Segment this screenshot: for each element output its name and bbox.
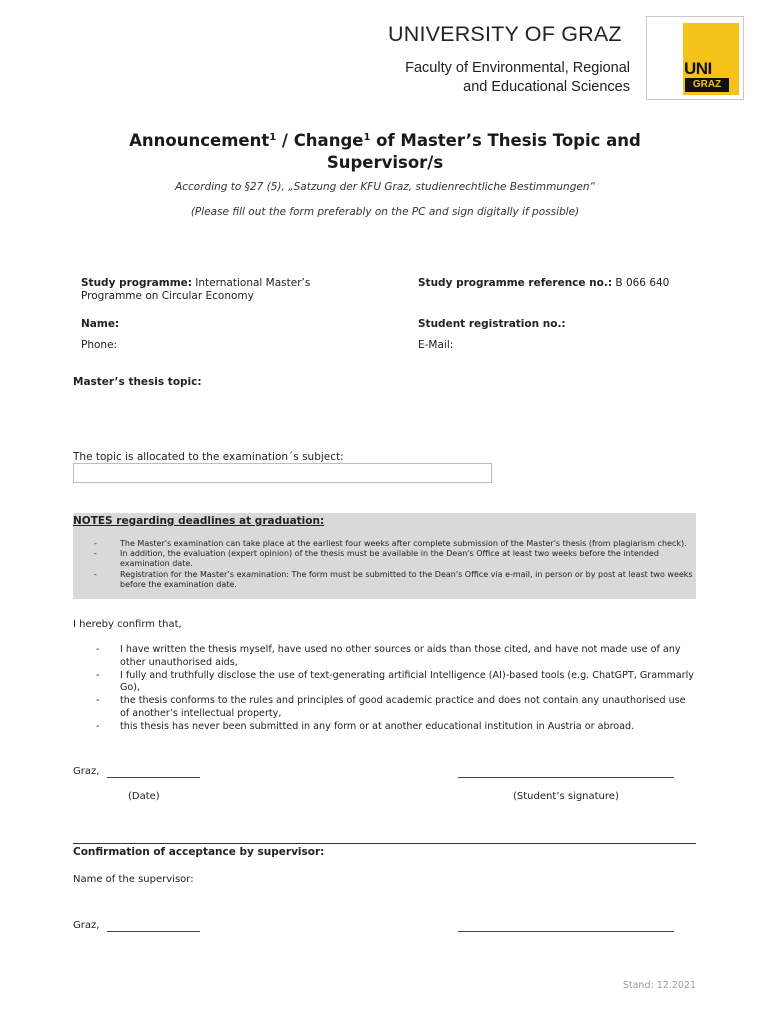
- examination-subject-input[interactable]: [73, 463, 492, 483]
- notes-item: - Registration for the Master’s examination: The form must be submitted to the Dean's Office via e-mail, in person or by post at least two weeks before the examination date.: [94, 569, 693, 589]
- supervisor-heading: Confirmation of acceptance by supervisor:: [73, 846, 325, 858]
- fill-instruction: (Please fill out the form preferably on the PC and sign digitally if possible): [190, 206, 580, 218]
- registration-label: Student registration no.:: [418, 318, 566, 330]
- legal-basis: According to §27 (5), „Satzung der KFU Graz, studienrechtliche Bestimmungen“: [175, 181, 595, 193]
- student-signature-caption: (Student’s signature): [513, 791, 619, 802]
- confirm-intro: I hereby confirm that,: [73, 619, 182, 630]
- supervisor-graz-place-label: Graz,: [73, 920, 100, 931]
- confirm-item: - the thesis conforms to the rules and principles of good academic practice and does not contain any unauthorised use of another’s intellectual property,: [96, 695, 686, 719]
- logo-text-uni: UNI: [684, 59, 712, 78]
- email-label: E-Mail:: [418, 339, 454, 351]
- date-input-line[interactable]: [107, 777, 200, 778]
- page-title: [60, 127, 710, 174]
- university-logo: [646, 16, 744, 100]
- university-name: UNIVERSITY OF GRAZ: [388, 22, 622, 46]
- confirm-item: - I fully and truthfully disclose the use of text-generating artificial Intelligence (AI)-based tools (e.g. ChatGPT, Grammarly Go),: [96, 669, 694, 694]
- faculty-line-2: and Educational Sciences: [463, 79, 630, 95]
- study-programme-field: [81, 277, 381, 303]
- title-announcement: Announcement: [129, 131, 270, 150]
- supervisor-signature-line[interactable]: [458, 931, 674, 932]
- logo-text-graz: GRAZ: [685, 78, 729, 92]
- supervisor-date-line[interactable]: [107, 931, 200, 932]
- section-divider: [73, 843, 696, 844]
- logo-yellow-box: [683, 23, 739, 95]
- reference-value: B 066 640: [612, 277, 670, 289]
- confirm-item: - this thesis has never been submitted in any form or at another educational institution in Austria or abroad.: [96, 720, 635, 732]
- reference-label: Study programme reference no.:: [418, 277, 613, 289]
- title-rest: of Master’s Thesis Topic and: [370, 131, 641, 150]
- study-programme-value-line2: Programme on Circular Economy: [81, 290, 254, 302]
- notes-item: - The Master's examination can take place at the earliest four weeks after complete submission of the Master's thesis (from plagiarism check).: [94, 539, 687, 548]
- phone-label: Phone:: [81, 339, 118, 351]
- reference-field: [418, 277, 669, 290]
- confirm-item: - I have written the thesis myself, have used no other sources or aids than those cited, and have not made use of any other unauthorised aids,: [96, 644, 681, 668]
- notes-item: - In addition, the evaluation (expert opinion) of the thesis must be available in the Dean's Office at least two weeks before the intended examination date.: [94, 549, 659, 569]
- version-stamp: Stand: 12.2021: [622, 980, 696, 991]
- allocated-subject-label: The topic is allocated to the examination´s subject:: [73, 451, 344, 463]
- notes-heading: NOTES regarding deadlines at graduation:: [73, 515, 325, 527]
- title-footnote-2: 1: [363, 132, 371, 143]
- supervisor-name-label: Name of the supervisor:: [73, 874, 194, 885]
- faculty-name: [380, 59, 630, 97]
- date-caption: (Date): [128, 791, 160, 802]
- title-footnote-1: 1: [269, 132, 277, 143]
- notes-list: [94, 539, 694, 590]
- name-label: Name:: [81, 318, 120, 330]
- title-change: / Change: [276, 131, 364, 150]
- faculty-line-1: Faculty of Environmental, Regional: [405, 60, 630, 76]
- title-line-2: Supervisor/s: [326, 153, 444, 172]
- title-line-1: [60, 127, 710, 152]
- confirm-list: [96, 644, 696, 734]
- study-programme-value: International Master’s: [191, 277, 311, 289]
- thesis-topic-label: Master’s thesis topic:: [73, 376, 202, 388]
- study-programme-label: Study programme:: [81, 277, 192, 289]
- graz-place-label: Graz,: [73, 766, 100, 777]
- student-signature-line[interactable]: [458, 777, 674, 778]
